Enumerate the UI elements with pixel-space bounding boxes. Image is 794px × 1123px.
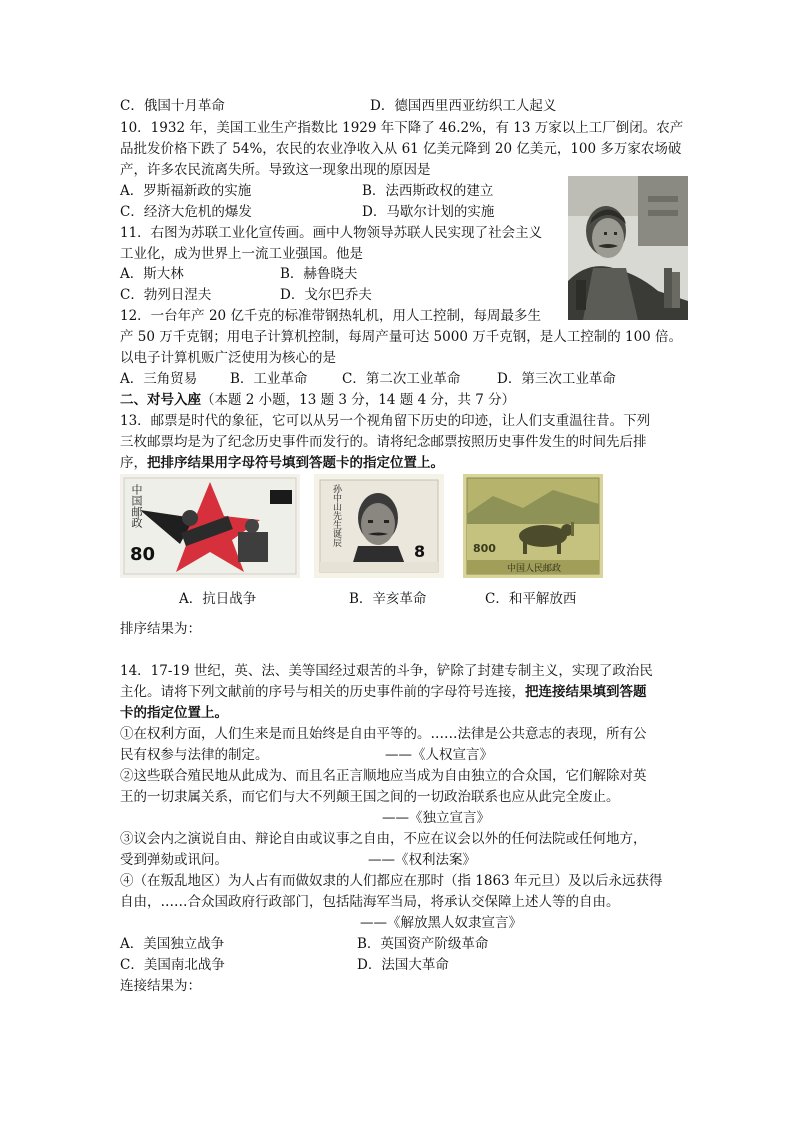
q12-stem-line3: 以电子计算机贩广泛使用为核心的是 xyxy=(120,350,336,366)
q13-result-label: 排序结果为： xyxy=(120,621,201,637)
q12-option-c: C．第二次工业革命 xyxy=(342,371,461,387)
stamp1-country-text: 中国邮政 xyxy=(130,484,143,528)
q12-option-a: A．三角贸易 xyxy=(120,371,198,387)
doc4-source: ——《解放黑人奴隶宣言》 xyxy=(360,915,522,931)
q13-stem-line1: 13．邮票是时代的象征，它可以从另一个视角留下历史的印迹，让人们支重温往昔。下列 xyxy=(120,413,651,429)
q14-stem-line2 xyxy=(120,682,647,702)
q14-option-d: D．法国大革命 xyxy=(357,957,449,973)
doc2-source: ——《独立宣言》 xyxy=(382,810,490,826)
q11-option-b: B．赫鲁晓夫 xyxy=(280,266,358,282)
stamp2-caption: 孙中山先生诞辰 xyxy=(331,484,341,547)
q11-stem-line1: 11．右图为苏联工业化宣传画。画中人物领导苏联人民实现了社会主义 xyxy=(120,225,543,241)
doc3-source: ——《权利法案》 xyxy=(368,852,476,868)
q11-option-a: A．斯大林 xyxy=(120,266,184,282)
q13-stem-line3-text: 序， xyxy=(120,455,147,471)
q11-option-c: C．勃列日涅夫 xyxy=(120,287,212,303)
stamp2-value: 8 xyxy=(414,542,426,561)
stamp-caption-b: B．辛亥革命 xyxy=(349,591,427,607)
q10-option-c: C．经济大危机的爆发 xyxy=(120,204,252,220)
q12-stem-line2: 产 50 万千克钢；用电子计算机控制，每周产量可达 5000 万千克钢，是人工控制的 100 倍。 xyxy=(120,329,683,345)
doc4-line2: 自由，……合众国政府行政部门，包括陆海军当局，将承认交保障上述人等的自由。 xyxy=(120,894,620,910)
doc1-source: ——《人权宣言》 xyxy=(385,747,493,763)
q14-instruction-bold: 把连接结果填到答题 xyxy=(525,684,647,700)
q10-stem-line2: 品批发价格下跌了 54%，农民的农业净收入从 61 亿美元降到 20 亿美元，100 多万家农场破 xyxy=(120,141,682,157)
doc1-line1: ①在权利方面，人们生来是而且始终是自由平等的。……法律是公共意志的表现，所有公 xyxy=(120,726,647,742)
q13-stem-line3 xyxy=(120,453,444,473)
q11-stem-line2: 工业化，成为世界上一流工业强国。他是 xyxy=(120,246,363,262)
q14-option-b: B．英国资产阶级革命 xyxy=(357,936,489,952)
q14-option-c: C．美国南北战争 xyxy=(120,957,225,973)
q10-option-d: D．马歇尔计划的实施 xyxy=(362,204,495,220)
stamp-tibet-liberation xyxy=(463,474,603,578)
section-note: （本题 2 小题，13 题 3 分，14 题 4 分，共 7 分） xyxy=(201,392,516,408)
q14-option-a: A．美国独立战争 xyxy=(120,936,225,952)
soviet-poster-image xyxy=(568,176,688,320)
stamp1-value: 80 xyxy=(130,544,156,565)
q14-stem-line1: 14．17-19 世纪，英、法、美等国经过艰苦的斗争，铲除了封建专制主义，实现了政治民 xyxy=(120,663,653,679)
stamp-caption-a: A．抗日战争 xyxy=(179,591,257,607)
doc3-line1: ③议会内之演说自由、辩论自由或议事之自由，不应在议会以外的任何法院或任何地方， xyxy=(120,831,647,847)
q13-instruction-bold: 把排序结果用字母符号填到答题卡的指定位置上。 xyxy=(147,455,444,471)
q10-option-b: B．法西斯政权的建立 xyxy=(362,183,494,199)
q12-stem-line1: 12．一台年产 20 亿千克的标准带钢热轧机，用人工控制，每周最多生 xyxy=(120,308,541,324)
q10-stem-line1: 10．1932 年，美国工业生产指数比 1929 年下降了 46.2%，有 13 万家以上工厂倒闭。农产 xyxy=(120,120,684,136)
stamp-caption-c: C．和平解放西 xyxy=(485,591,577,607)
q14-instruction-bold-cont: 卡的指定位置上。 xyxy=(120,705,228,721)
q9-option-d: D．德国西里西亚纺织工人起义 xyxy=(370,98,557,114)
section-heading xyxy=(120,390,515,410)
q9-option-c: C．俄国十月革命 xyxy=(120,98,225,114)
stamp3-caption: 中国人民邮政 xyxy=(507,564,562,574)
section-title: 二、对号入座 xyxy=(120,392,201,408)
doc4-line1: ④（在叛乱地区）为人占有而做奴隶的人们都应在那时（指 1863 年元旦）及以后永远获得 xyxy=(120,873,663,889)
q11-option-d: D．戈尔巴乔夫 xyxy=(280,287,372,303)
q14-result-label: 连接结果为： xyxy=(120,978,201,994)
doc3-line2: 受到弹劾或讯问。 xyxy=(120,852,228,868)
doc2-line1: ②这些联合殖民地从此成为、而且名正言顺地应当成为自由独立的合众国，它们解除对英 xyxy=(120,768,647,784)
q13-stem-line2: 三枚邮票均是为了纪念历史事件而发行的。请将纪念邮票按照历史事件发生的时间先后排 xyxy=(120,434,647,450)
doc1-line2: 民有权参与法律的制定。 xyxy=(120,747,269,763)
q10-option-a: A．罗斯福新政的实施 xyxy=(120,183,252,199)
q10-stem-line3: 产，许多农民流离失所。导致这一现象出现的原因是 xyxy=(120,162,431,178)
stamp3-value: 800 xyxy=(473,542,496,555)
q14-stem-line2-text: 主化。请将下列文献前的序号与相关的历史事件前的字母符号连接， xyxy=(120,684,525,700)
q12-option-d: D．第三次工业革命 xyxy=(497,371,616,387)
stamp-anti-japanese-war xyxy=(120,474,300,578)
stamp-xinhai-revolution xyxy=(314,474,444,578)
q12-option-b: B．工业革命 xyxy=(230,371,308,387)
doc2-line2: 王的一切隶属关系，而它们与大不列颠王国之间的一切政治联系也应从此完全废止。 xyxy=(120,789,620,805)
